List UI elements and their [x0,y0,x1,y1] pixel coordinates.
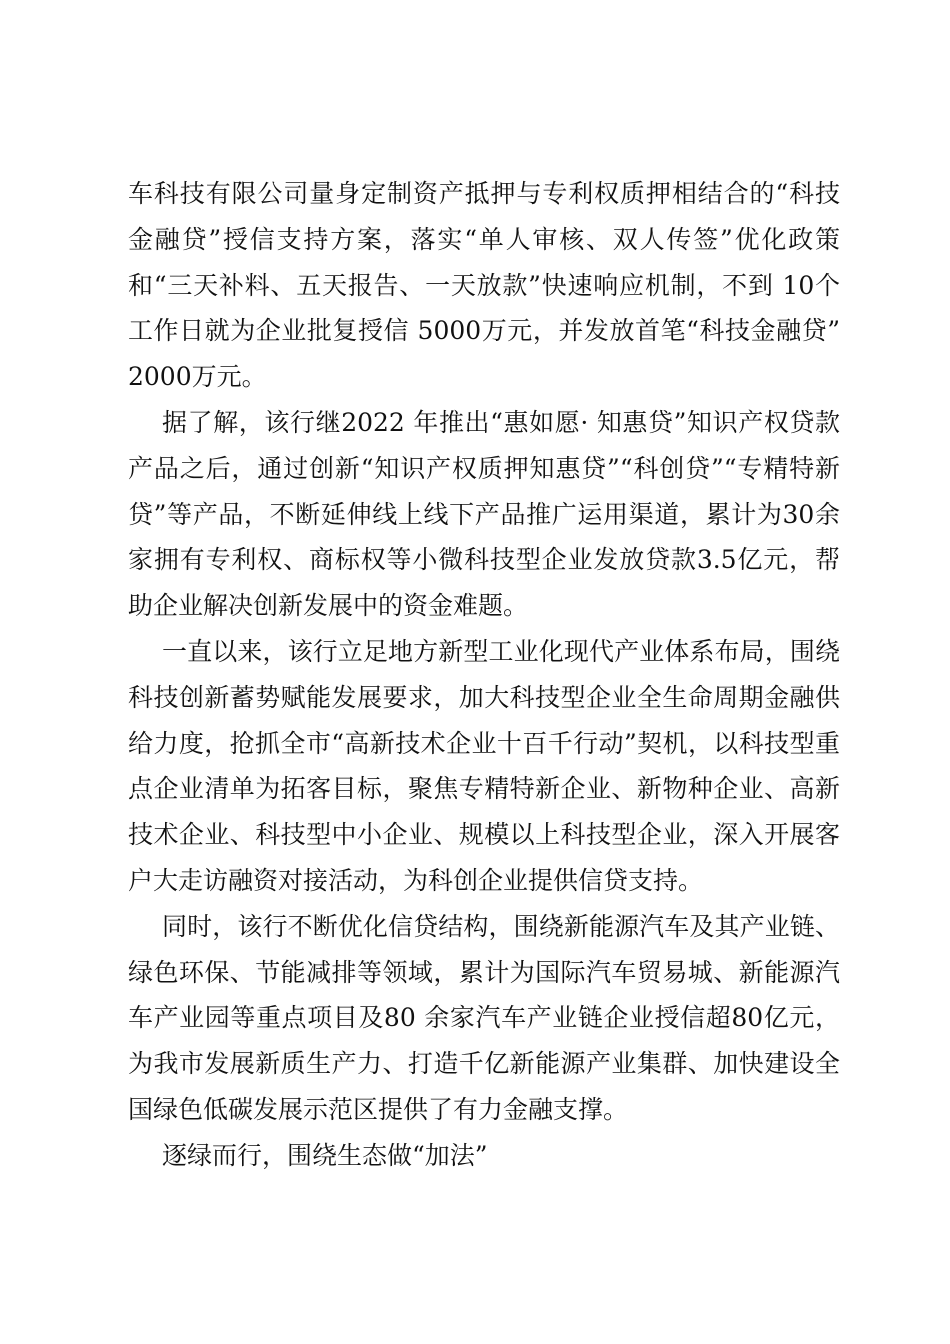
paragraph-ip-loans: 据了解，该行继2022 年推出“惠如愿· 知惠贷”知识产权贷款产品之后，通过创新“知识产权质押知惠贷”“科创贷”“专精特新贷”等产品，不断延伸线上线下产品推广运用渠道，累计为30余家拥有专利权、商标权等小微科技型企业发放贷款3.5亿元，帮助企业解决创新发展中的资金难题。 [128,407,840,621]
section-heading-green: 逐绿而行，围绕生态做“加法” [162,1140,488,1170]
article-body [128,171,840,1179]
paragraph-credit-structure: 同时，该行不断优化信贷结构，围绕新能源汽车及其产业链、绿色环保、节能减排等领域，累计为国际汽车贸易城、新能源汽车产业园等重点项目及80 余家汽车产业链企业授信超80亿元，为我市发展新质生产力、打造千亿新能源产业集群、加快建设全国绿色低碳发展示范区提供了有力金融支撑。 [128,911,840,1124]
paragraph-tech-enterprise-support: 一直以来，该行立足地方新型工业化现代产业体系布局，围绕科技创新蓄势赋能发展要求，加大科技型企业全生命周期金融供给力度，抢抓全市“高新技术企业十百千行动”契机，以科技型重点企业清单为拓客目标，聚焦专精特新企业、新物种企业、高新技术企业、科技型中小企业、规模以上科技型企业，深入开展客户大走访融资对接活动，为科创企业提供信贷支持。 [128,636,840,895]
paragraph-continuation: 车科技有限公司量身定制资产抵押与专利权质押相结合的“科技金融贷”授信支持方案，落实“单人审核、双人传签”优化政策和“三天补料、五天报告、一天放款”快速响应机制，不到 10个工作日就为企业批复授信 5000万元，并发放首笔“科技金融贷” 2000万元。 [128,179,840,392]
